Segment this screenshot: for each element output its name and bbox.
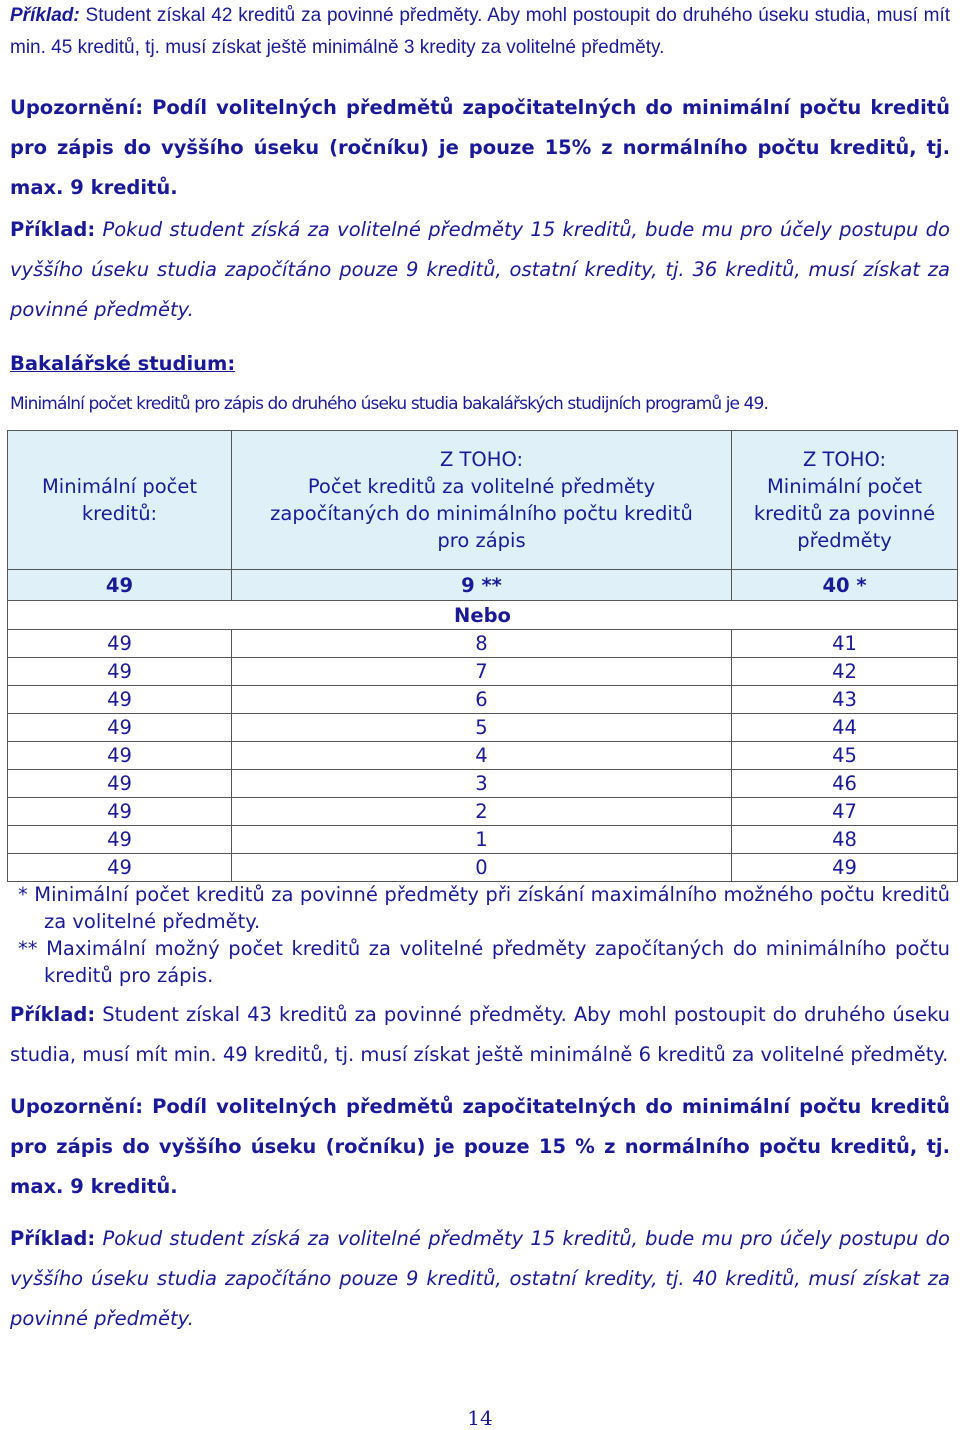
table-row: 49 3 46 [8,770,958,798]
table-cell: 49 [8,570,232,601]
paragraph-text: Podíl volitelných předmětů započitatelných do minimální počtu kreditů pro zápis do vyššího úseku (ročníku) je pouze 15% z normálního počtu kreditů, tj. max. 9 kreditů. [10,96,950,199]
table-row: 49 8 41 [8,630,958,658]
header-cell-min-credits: Minimální počet kreditů: [8,431,232,570]
example-label: Příklad: [10,1003,96,1026]
table-row: 49 5 44 [8,714,958,742]
table-cell: 40 * [732,570,958,601]
section-heading: Bakalářské studium: [10,352,236,375]
paragraph-example-4 [10,1219,950,1339]
header-cell-elective: Z TOHO: Počet kreditů za volitelné předměty započítaných do minimálního počtu kreditů pro zápis [232,431,732,570]
table-row: 49 7 42 [8,658,958,686]
table-row: 49 2 47 [8,798,958,826]
footnote-double-star: ** Maximální možný počet kreditů za volitelné předměty započítaných do minimálního počtu kreditů pro zápis. [18,937,950,987]
paragraph-text: Pokud student získá za volitelné předměty 15 kreditů, bude mu pro účely postupu do vyššího úseku studia započítáno pouze 9 kreditů, ostatní kredity, tj. 40 kreditů, musí získat za povinné předměty. [10,1227,950,1330]
paragraph-warning-2 [10,1087,950,1207]
paragraph-text: Pokud student získá za volitelné předměty 15 kreditů, bude mu pro účely postupu do vyššího úseku studia započítáno pouze 9 kreditů, ostatní kredity, tj. 36 kreditů, musí získat za povinné předměty. [10,218,950,321]
footnotes [10,881,950,989]
paragraph-example-1 [10,0,950,64]
table-row: 49 6 43 [8,686,958,714]
paragraph-example-2 [10,210,950,330]
footnote-single-star: * Minimální počet kreditů za povinné předměty při získání maximálního možného počtu kreditů za volitelné předměty. [18,883,950,933]
section-intro: Minimální počet kreditů pro zápis do druhého úseku studia bakalářských studijních programů je 49. [10,394,768,414]
table-row: 49 1 48 [8,826,958,854]
table-row-nebo [8,601,958,630]
header-cell-mandatory: Z TOHO: Minimální počet kreditů za povinné předměty [732,431,958,570]
paragraph-text: Student získal 43 kreditů za povinné předměty. Aby mohl postoupit do druhého úseku studia, musí mít min. 49 kreditů, tj. musí získat ještě minimálně 6 kreditů za volitelné předměty. [10,1003,950,1066]
table-header-row [8,431,958,570]
page-number: 14 [467,1406,493,1430]
table-row-highlight [8,570,958,601]
warning-label: Upozornění: [10,1095,144,1118]
warning-label: Upozornění: [10,96,144,119]
paragraph-text: Podíl volitelných předmětů započitatelných do minimální počtu kreditů pro zápis do vyššího úseku (ročníku) je pouze 15 % z normálního počtu kreditů, tj. max. 9 kreditů. [10,1095,950,1198]
example-label: Příklad: [10,5,80,26]
table-row: 49 4 45 [8,742,958,770]
paragraph-text: Student získal 42 kreditů za povinné předměty. Aby mohl postoupit do druhého úseku studia, musí mít min. 45 kreditů, tj. musí získat ještě minimálně 3 kredity za volitelné předměty. [10,5,950,58]
example-label: Příklad: [10,1227,96,1250]
example-label: Příklad: [10,218,96,241]
nebo-cell: Nebo [8,601,958,630]
paragraph-example-3 [10,995,950,1075]
credits-table [7,430,958,882]
table-row: 49 0 49 [8,854,958,882]
paragraph-warning-1 [10,88,950,208]
table-cell: 9 ** [232,570,732,601]
